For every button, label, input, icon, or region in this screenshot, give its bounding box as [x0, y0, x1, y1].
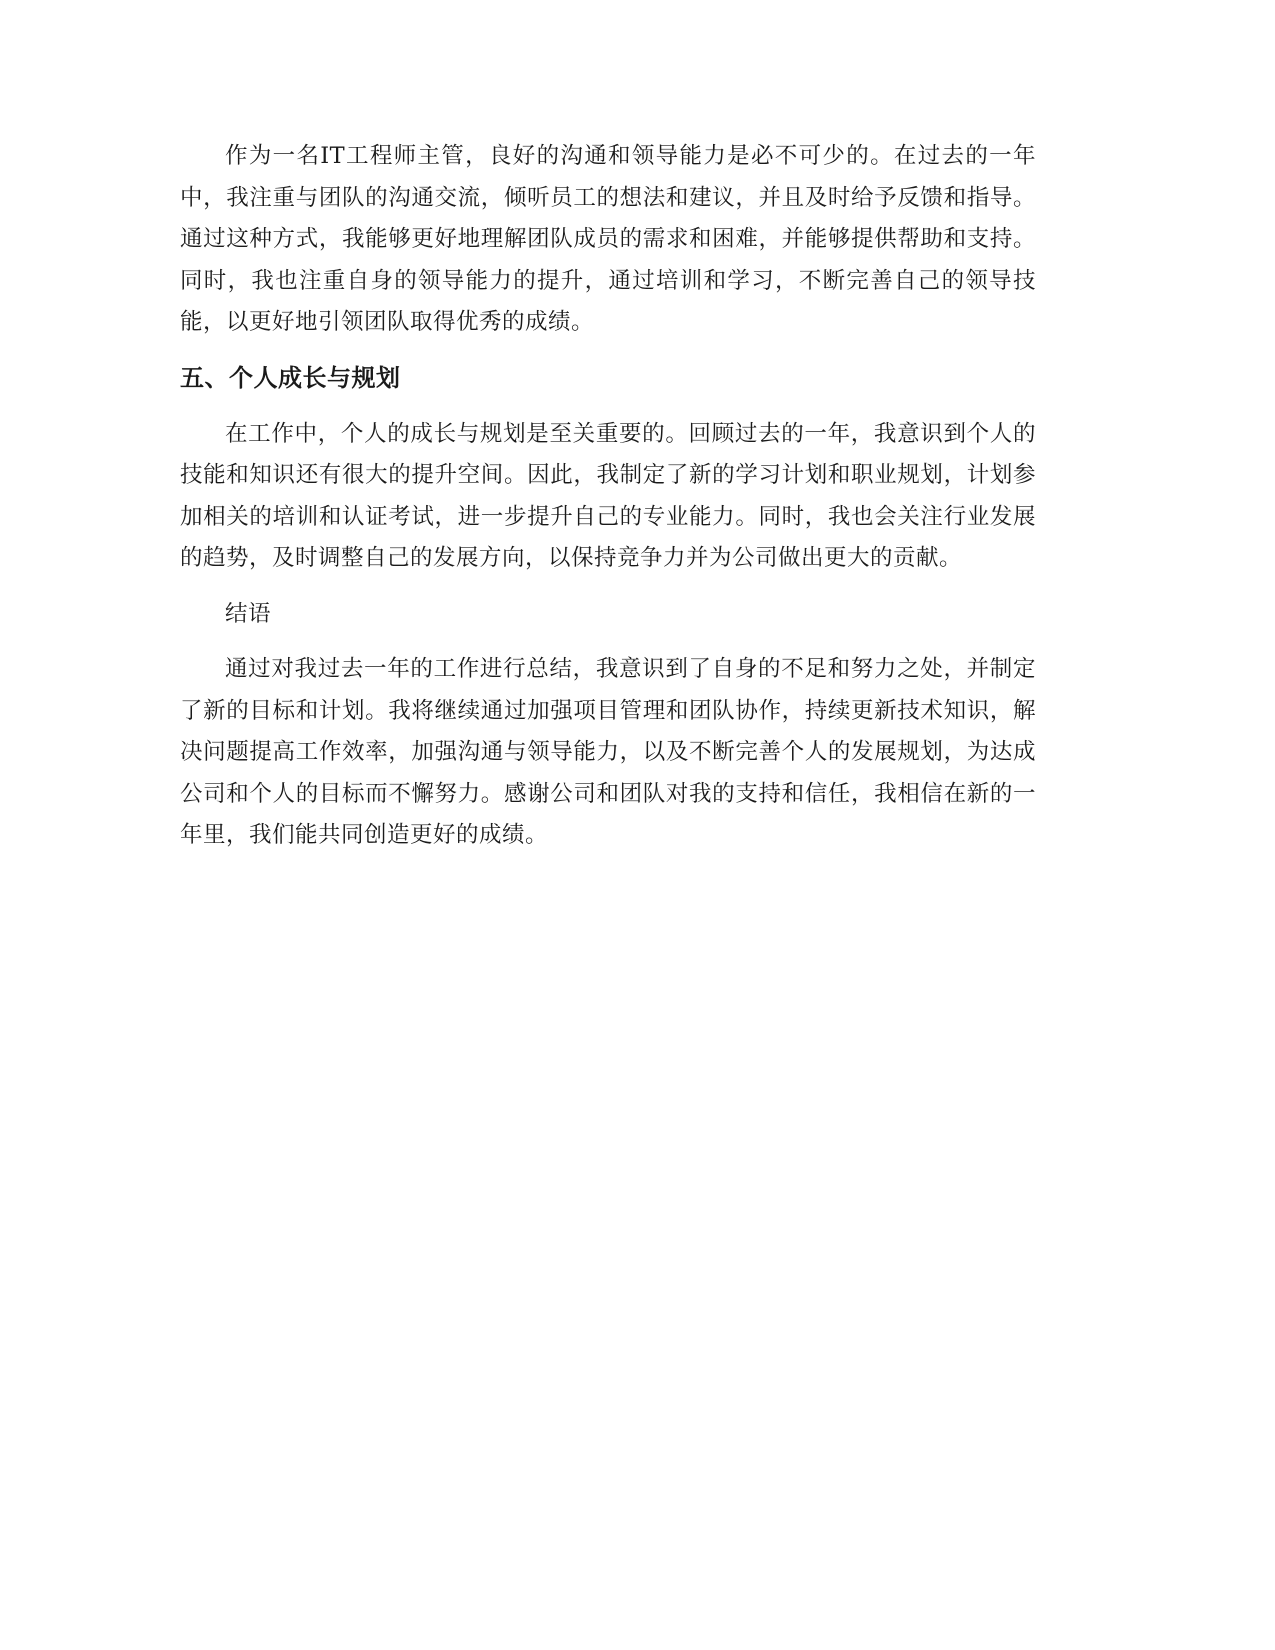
- paragraph-communication-leadership: 作为一名IT工程师主管，良好的沟通和领导能力是必不可少的。在过去的一年中，我注重与团队的沟通交流，倾听员工的想法和建议，并且及时给予反馈和指导。通过这种方式，我能够更好地理解团队成员的需求和困难，并能够提供帮助和支持。同时，我也注重自身的领导能力的提升，通过培训和学习，不断完善自己的领导技能，以更好地引领团队取得优秀的成绩。: [180, 143, 1036, 335]
- paragraph-conclusion: 通过对我过去一年的工作进行总结，我意识到了自身的不足和努力之处，并制定了新的目标和计划。我将继续通过加强项目管理和团队协作，持续更新技术知识，解决问题提高工作效率，加强沟通与领导能力，以及不断完善个人的发展规划，为达成公司和个人的目标而不懈努力。感谢公司和团队对我的支持和信任，我相信在新的一年里，我们能共同创造更好的成绩。: [180, 656, 1036, 848]
- paragraph-personal-growth: 在工作中，个人的成长与规划是至关重要的。回顾过去的一年，我意识到个人的技能和知识还有很大的提升空间。因此，我制定了新的学习计划和职业规划，计划参加相关的培训和认证考试，进一步提升自己的专业能力。同时，我也会关注行业发展的趋势，及时调整自己的发展方向，以保持竞争力并为公司做出更大的贡献。: [180, 420, 1036, 571]
- conclusion-label: 结语: [225, 600, 272, 627]
- section-heading-personal-growth: 五、个人成长与规划: [180, 363, 401, 392]
- document-page: [180, 136, 1036, 857]
